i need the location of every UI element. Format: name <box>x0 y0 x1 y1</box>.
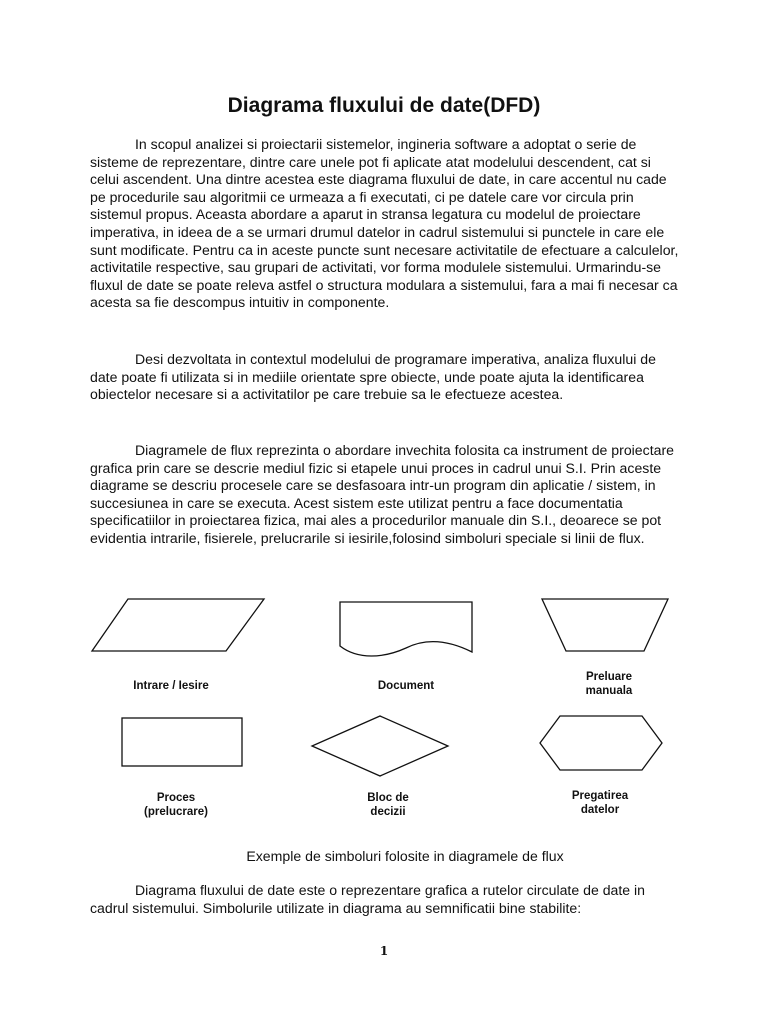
label-document: Document <box>377 680 435 692</box>
page-number: 1 <box>379 944 389 958</box>
trapezoid-symbol <box>540 597 670 653</box>
label-pregatirea-datelor: Pregatirea datelor <box>571 790 629 816</box>
label-bloc-decizii: Bloc de decizii <box>367 792 409 818</box>
paragraph-3: Diagramele de flux reprezinta o abordare invechita folosita ca instrument de proiectare grafica prin care se descrie mediul fizic si etapele unui proces in cadrul unui S.I. Prin aceste diagrame se descriu procesele care se desfasoara intr-un program din aplicatie / sistem, in succesiunea in care se executa. Acest sistem este utilizat pentru a face documentatia specificatiilor in proiectarea fizica, mai ales a procedurilor manuale din S.I., deoarece se pot evidentia intrarile, fisierele, prelucrarile si iesirile,folosind simboluri speciale si linii de flux. <box>90 442 674 546</box>
document-symbol <box>338 600 474 660</box>
diamond-symbol <box>310 714 450 778</box>
label-proces: Proces (prelucrare) <box>144 792 208 818</box>
paragraph-4: Diagrama fluxului de date este o reprezentare grafica a rutelor circulate de date in cadrul sistemului. Simbolurile utilizate in diagrama au semnificatii bine stabilite: <box>90 882 646 916</box>
paragraph-1: In scopul analizei si proiectarii sistemelor, ingineria software a adoptat o serie de sisteme de reprezentare, dintre care unele pot fi aplicate atat modelului descendent, cat si celui ascendent. Una dintre acestea este diagrama fluxului de date, in care accentul nu cade pe procedurile sau algoritmii ce urmeaza a fi executati, ci pe datele care vor circula prin sistemul propus. Aceasta abordare a aparut in stransa legatura cu modelul de proiectare imperativa, in ideea de a se urmari drumul datelor in cadrul sistemului si punctele in care ele sunt modificate. Pentru ca in aceste puncte sunt necesare activitatile de efectuare a calculelor, activitatile respective, sau grupari de activitati, vor forma modulele sistemului. Urmarindu-se fluxul de date se poate releva astfel o structura modulara a sistemului, fara a mai fi necesar ca acesta sa fie descompus intuitiv in componente. <box>90 136 679 311</box>
rectangle-symbol <box>120 716 244 768</box>
page-title: Diagrama fluxului de date(DFD) <box>227 94 541 117</box>
paragraph-2: Desi dezvoltata in contextul modelului de programare imperativa, analiza fluxului de date poate fi utilizata si in mediile orientate spre obiecte, unde poate ajuta la identificarea obiectelor necesare si a activitatilor pe care trebuie sa le efectueze acestea. <box>90 351 656 403</box>
figure-caption: Exemple de simboluri folosite in diagramele de flux <box>246 848 564 864</box>
parallelogram-symbol <box>90 597 266 653</box>
label-intrare-iesire: Intrare / Iesire <box>133 680 209 692</box>
hexagon-symbol <box>538 714 664 772</box>
label-preluare-manuala: Preluare manuala <box>585 671 633 697</box>
